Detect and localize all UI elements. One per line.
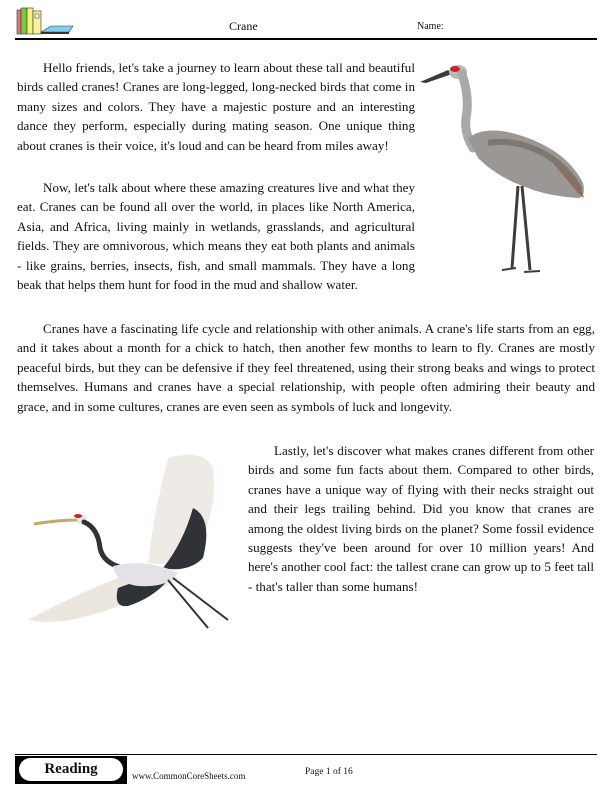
worksheet-header <box>15 0 597 40</box>
paragraph-life-cycle: Cranes have a fascinating life cycle and relationship with other animals. A crane's life starts from an egg, and it takes about a month for a chick to hatch, then another few months to learn to fly. Cranes are mostly peaceful birds, but they can be defensive if they feel threatened, using their strong beaks and wings to protect themselves. Humans and cranes have a special relationship, with people often admiring their beauty and grace, and in some cultures, cranes are even seen as symbols of luck and longevity. <box>17 321 595 414</box>
page-number: Page 1 of 16 <box>305 767 353 777</box>
flying-crane-illustration <box>28 448 242 638</box>
paragraph-habitat: Now, let's talk about where these amazing creatures live and what they eat. Cranes can be found all over the world, in places like North America, Asia, and Africa, living mainly in wetlands, grasslands, and agricultural fields. They are omnivorous, which means they eat both plants and animals - like grains, berries, insects, fish, and small mammals. They have a long beak that helps them hunt for food in the mud and shallow water. <box>17 180 415 293</box>
subject-badge: Reading <box>19 758 123 781</box>
site-url[interactable]: www.CommonCoreSheets.com <box>132 771 246 781</box>
books-icon <box>15 4 77 36</box>
standing-crane-illustration <box>418 58 588 280</box>
footer-divider <box>15 754 597 755</box>
header-divider <box>15 38 597 40</box>
name-label: Name: <box>417 21 444 32</box>
paragraph-intro: Hello friends, let's take a journey to learn about these tall and beautiful birds called cranes! Cranes are long-legged, long-necked birds that come in many sizes and colors. They have a majestic posture and an interesting dance they perform, especially during mating season. One unique thing about cranes is their voice, it's loud and can be heard from miles away! <box>17 60 415 153</box>
paragraph-fun-facts: Lastly, let's discover what makes cranes different from other birds and some fun facts about them. Compared to other birds, cranes have a unique way of flying with their necks straight out and their legs trailing behind. Did you know that cranes are among the oldest living birds on the planet? Some fossil evidence suggests they've been around for over 10 million years! And here's another cool fact: the tallest crane can grow up to 5 feet tall - that's taller than some humans! <box>248 443 594 594</box>
worksheet-title: Crane <box>229 19 258 33</box>
